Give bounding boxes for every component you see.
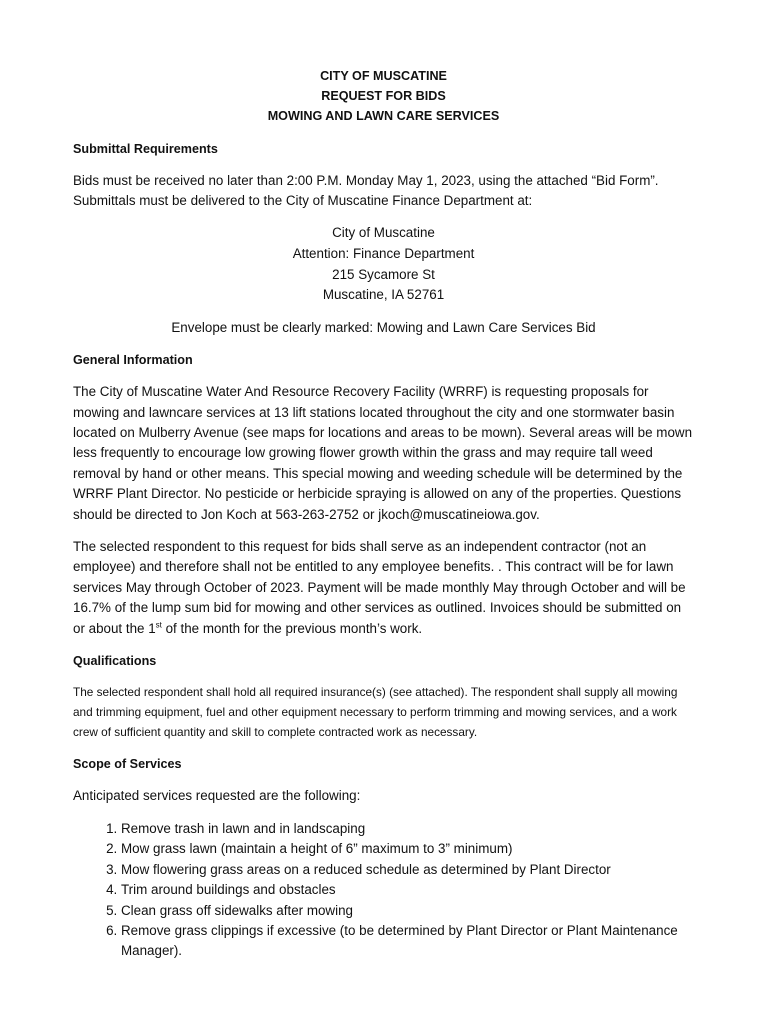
general-paragraph-2-tail: of the month for the previous month’s work. [161,620,423,636]
address-line: City of Muscatine [332,225,435,241]
title-line-services: MOWING AND LAWN CARE SERVICES [267,109,500,124]
list-item: 3. Mow flowering grass areas on a reduced schedule as determined by Plant Director [121,860,694,880]
ordinal-superscript: st [155,620,162,630]
general-paragraph-2-text: The selected respondent to this request for bids shall serve as an independent contractor (not an employee) and therefore shall not be entitled to any employee benefits. . This contract will be for lawn services May through October of 2023. Payment will be made monthly May through October and will be 16.7% of the lump sum bid for mowing and other services as outlined. Invoices should be submitted on or about the 1 [73,539,686,636]
qualifications-paragraph: The selected respondent shall hold all required insurance(s) (see attached). The respondent shall supply all mowing and trimming equipment, fuel and other equipment necessary to perform trimming and mowing services, and a work crew of sufficient quantity and skill to complete contracted work as necessary. [73,685,678,739]
list-item: 4. Trim around buildings and obstacles [121,880,694,900]
scope-intro: Anticipated services requested are the following: [73,788,361,804]
address-line: Muscatine, IA 52761 [322,287,445,303]
envelope-instruction: Envelope must be clearly marked: Mowing and Lawn Care Services Bid [171,319,596,335]
title-line-request: REQUEST FOR BIDS [321,89,446,104]
address-line: Attention: Finance Department [292,246,475,262]
general-paragraph-1: The City of Muscatine Water And Resource Recovery Facility (WRRF) is requesting proposals for mowing and lawncare services at 13 lift stations located throughout the city and one stormwater basin located on Mulberry Avenue (see maps for locations and areas to be mown). Several areas will be mown less frequently to encourage low growing flower growth within the grass and may require tall weed removal by hand or other means. This special mowing and weeding schedule will be determined by the WRRF Plant Director. No pesticide or herbicide spraying is allowed on any of the properties. Questions should be directed to Jon Koch at 563-263-2752 or jkoch@muscatineiowa.gov. [73,384,693,522]
submittal-paragraph: Bids must be received no later than 2:00 P.M. Monday May 1, 2023, using the attached “Bid Form”. Submittals must be delivered to the City of Muscatine Finance Department at: [73,172,659,209]
list-item: 6. Remove grass clippings if excessive (to be determined by Plant Director or Plant Maintenance Manager). [121,921,694,962]
title-line-city: CITY OF MUSCATINE [320,69,447,83]
qualifications-heading: Qualifications [73,654,157,669]
delivery-address [73,223,694,305]
address-line: 215 Sycamore St [332,266,435,282]
general-paragraph-2 [73,537,694,639]
services-list [73,819,694,962]
general-heading: General Information [73,353,193,368]
scope-heading: Scope of Services [73,757,182,772]
document-title [73,66,694,127]
submittal-heading: Submittal Requirements [73,141,218,156]
list-item: 1. Remove trash in lawn and in landscaping [121,819,694,839]
list-item: 2. Mow grass lawn (maintain a height of 6” maximum to 3” minimum) [121,839,694,859]
list-item: 5. Clean grass off sidewalks after mowing [121,901,694,921]
